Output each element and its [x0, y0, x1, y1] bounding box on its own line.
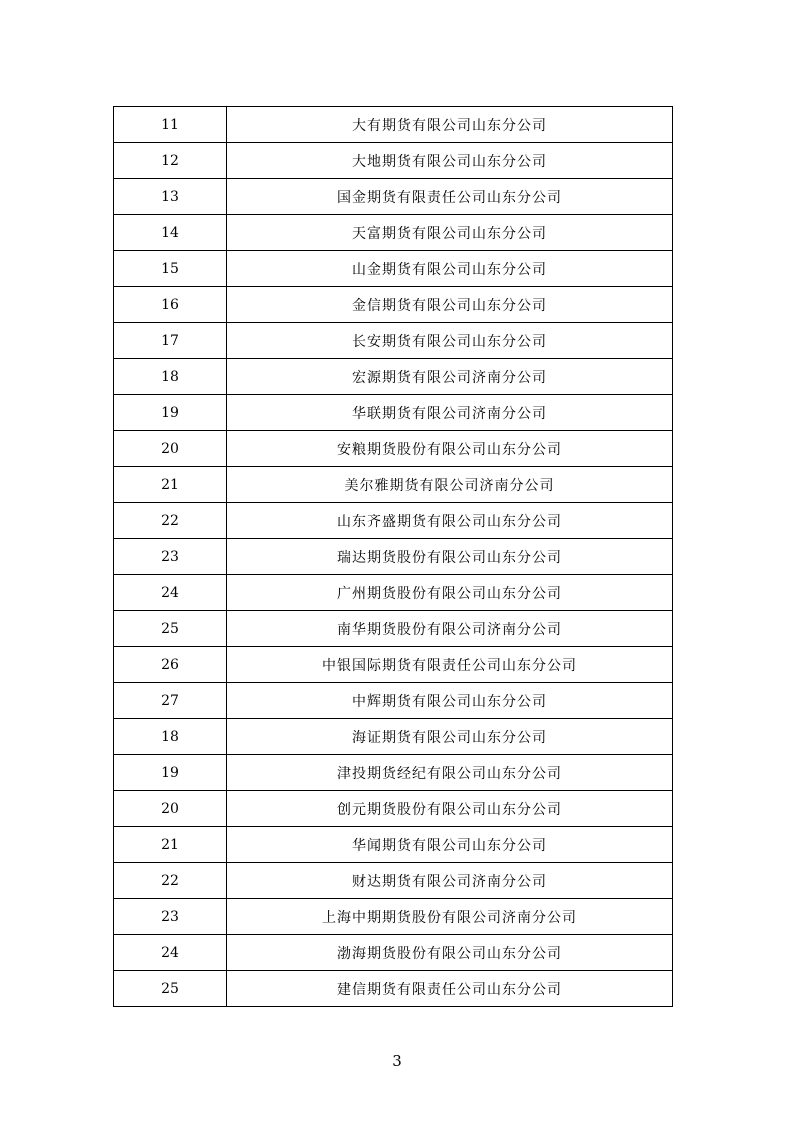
row-number: 24 — [114, 575, 227, 611]
table-row — [114, 107, 673, 143]
row-number: 16 — [114, 287, 227, 323]
company-name: 中辉期货有限公司山东分公司 — [227, 683, 673, 719]
company-name: 安粮期货股份有限公司山东分公司 — [227, 431, 673, 467]
row-number: 18 — [114, 719, 227, 755]
row-number: 13 — [114, 179, 227, 215]
row-number: 25 — [114, 971, 227, 1007]
table-row — [114, 467, 673, 503]
company-name: 广州期货股份有限公司山东分公司 — [227, 575, 673, 611]
table-row — [114, 899, 673, 935]
company-name: 山金期货有限公司山东分公司 — [227, 251, 673, 287]
row-number: 23 — [114, 539, 227, 575]
table-row — [114, 791, 673, 827]
company-name: 国金期货有限责任公司山东分公司 — [227, 179, 673, 215]
company-name: 山东齐盛期货有限公司山东分公司 — [227, 503, 673, 539]
row-number: 27 — [114, 683, 227, 719]
table-row — [114, 755, 673, 791]
table-row — [114, 215, 673, 251]
table-row — [114, 143, 673, 179]
company-name: 津投期货经纪有限公司山东分公司 — [227, 755, 673, 791]
table-row — [114, 395, 673, 431]
row-number: 15 — [114, 251, 227, 287]
row-number: 12 — [114, 143, 227, 179]
company-name: 金信期货有限公司山东分公司 — [227, 287, 673, 323]
company-name: 华联期货有限公司济南分公司 — [227, 395, 673, 431]
row-number: 19 — [114, 755, 227, 791]
table-row — [114, 251, 673, 287]
row-number: 17 — [114, 323, 227, 359]
row-number: 21 — [114, 467, 227, 503]
row-number: 18 — [114, 359, 227, 395]
company-name: 建信期货有限责任公司山东分公司 — [227, 971, 673, 1007]
table-row — [114, 611, 673, 647]
company-name: 天富期货有限公司山东分公司 — [227, 215, 673, 251]
table-row — [114, 179, 673, 215]
company-name: 财达期货有限公司济南分公司 — [227, 863, 673, 899]
table-row — [114, 323, 673, 359]
company-name: 大地期货有限公司山东分公司 — [227, 143, 673, 179]
company-name: 渤海期货股份有限公司山东分公司 — [227, 935, 673, 971]
row-number: 22 — [114, 503, 227, 539]
table-row — [114, 539, 673, 575]
company-table-body — [114, 107, 673, 1007]
company-name: 大有期货有限公司山东分公司 — [227, 107, 673, 143]
company-name: 创元期货股份有限公司山东分公司 — [227, 791, 673, 827]
company-name: 长安期货有限公司山东分公司 — [227, 323, 673, 359]
company-name: 瑞达期货股份有限公司山东分公司 — [227, 539, 673, 575]
company-table — [113, 106, 673, 1007]
company-name: 南华期货股份有限公司济南分公司 — [227, 611, 673, 647]
table-row — [114, 503, 673, 539]
table-row — [114, 575, 673, 611]
company-name: 宏源期货有限公司济南分公司 — [227, 359, 673, 395]
row-number: 22 — [114, 863, 227, 899]
table-row — [114, 683, 673, 719]
row-number: 20 — [114, 431, 227, 467]
table-row — [114, 863, 673, 899]
page-number: 3 — [392, 1052, 402, 1070]
company-name: 海证期货有限公司山东分公司 — [227, 719, 673, 755]
row-number: 25 — [114, 611, 227, 647]
table-row — [114, 647, 673, 683]
table-row — [114, 359, 673, 395]
company-name: 上海中期期货股份有限公司济南分公司 — [227, 899, 673, 935]
table-row — [114, 287, 673, 323]
row-number: 26 — [114, 647, 227, 683]
company-name: 中银国际期货有限责任公司山东分公司 — [227, 647, 673, 683]
row-number: 14 — [114, 215, 227, 251]
table-row — [114, 971, 673, 1007]
company-name: 华闻期货有限公司山东分公司 — [227, 827, 673, 863]
row-number: 23 — [114, 899, 227, 935]
row-number: 11 — [114, 107, 227, 143]
table-row — [114, 719, 673, 755]
table-row — [114, 827, 673, 863]
row-number: 21 — [114, 827, 227, 863]
table-row — [114, 431, 673, 467]
row-number: 20 — [114, 791, 227, 827]
table-row — [114, 935, 673, 971]
row-number: 19 — [114, 395, 227, 431]
company-name: 美尔雅期货有限公司济南分公司 — [227, 467, 673, 503]
row-number: 24 — [114, 935, 227, 971]
